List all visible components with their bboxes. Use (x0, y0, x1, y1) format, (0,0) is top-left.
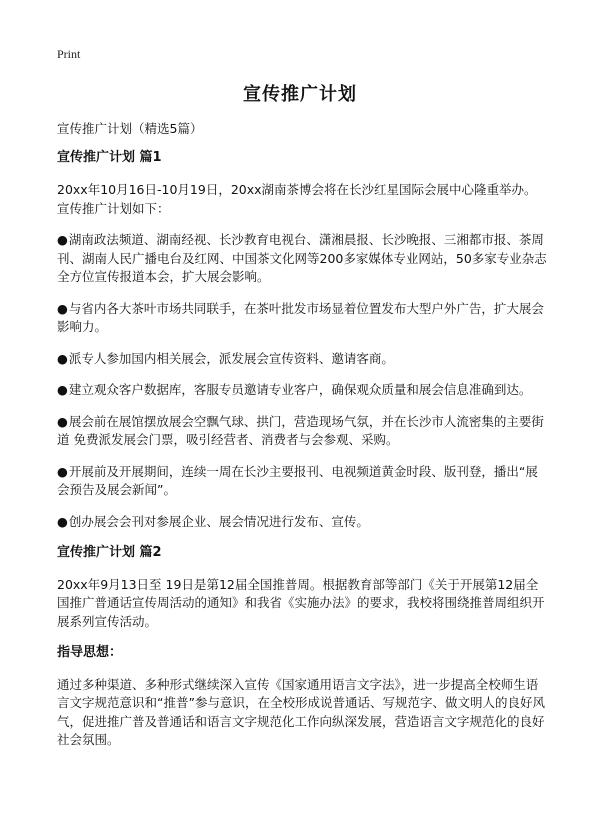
list-item (57, 300, 547, 337)
list-item (57, 413, 547, 450)
list-item-text: 与省内各大茶叶市场共同联手，在茶叶批发市场显着位置发布大型户外广告，扩大展会影响力。 (57, 300, 544, 334)
list-item (57, 231, 547, 287)
section-heading-2: 宣传推广计划 篇2 (57, 545, 162, 560)
list-item (57, 513, 547, 532)
section-1-intro: 20xx年10月16日-10月19日，20xx湖南茶博会将在长沙红星国际会展中心隆重举办。宣传推广计划如下： (57, 182, 537, 216)
article-body (57, 120, 547, 763)
list-item-text: 展会前在展馆摆放展会空飘气球、拱门，营造现场气氛，并在长沙市人流密集的主要街道 免费派发展会门票，吸引经营者、消费者与会参观、采购。 (57, 413, 544, 447)
guiding-text: 通过多种渠道、多种形式继续深入宣传《国家通用语言文字法》，进一步提高全校师生语言文字规范意识和“推普”参与意识，在全校形成说普通话、写规范字、做文明人的良好风气，促进推广普及普通话和语言文字规范化工作向纵深发展，营造语言文字规范化的良好社会氛围。 (57, 676, 545, 747)
page-title: 宣传推广计划 (243, 84, 357, 105)
print-link[interactable]: Print (57, 47, 81, 61)
bullet-icon: ● (57, 300, 68, 316)
list-item-text: 创办展会会刊对参展企业、展会情况进行发布、宣传。 (68, 513, 369, 529)
bullet-icon: ● (57, 382, 68, 397)
guiding-heading: 指导思想： (57, 645, 123, 660)
bullet-icon: ● (57, 232, 68, 247)
bullet-icon: ● (57, 463, 68, 479)
list-item-text: 开展前及开展期间，连续一周在长沙主要报刊、电视频道黄金时段、版刊登，播出“展会预告及展会新闻”。 (57, 463, 538, 497)
list-item (57, 381, 547, 400)
bullet-icon: ● (57, 350, 68, 366)
list-item (57, 350, 547, 369)
section-2-intro: 20xx年9月13日至 19日是第12届全国推普周。根据教育部等部门《关于开展第12届全国推广普通话宣传周活动的通知》和我省《实施办法》的要求，我校将围绕推普周组织开展系列宣传活动。 (57, 576, 545, 629)
list-item-text: 建立观众客户数据库，客服专员邀请专业客户，确保观众质量和展会信息准确到达。 (68, 382, 532, 397)
list-item-text: 派专人参加国内相关展会，派发展会宣传资料、邀请客商。 (68, 350, 394, 366)
bullet-icon: ● (57, 513, 68, 529)
article-subtitle: 宣传推广计划（精选5篇） (57, 121, 203, 136)
bullet-icon: ● (57, 413, 68, 429)
section-heading-1: 宣传推广计划 篇1 (57, 149, 162, 165)
list-item-text: 湖南政法频道、湖南经视、长沙教育电视台、潇湘晨报、长沙晚报、三湘都市报、茶周刊、湖南人民广播电台及红网、中国茶文化网等200多家媒体专业网站，50多家专业杂志全方位宣传报道本会，扩大展会影响。 (57, 232, 547, 284)
list-item (57, 463, 547, 500)
